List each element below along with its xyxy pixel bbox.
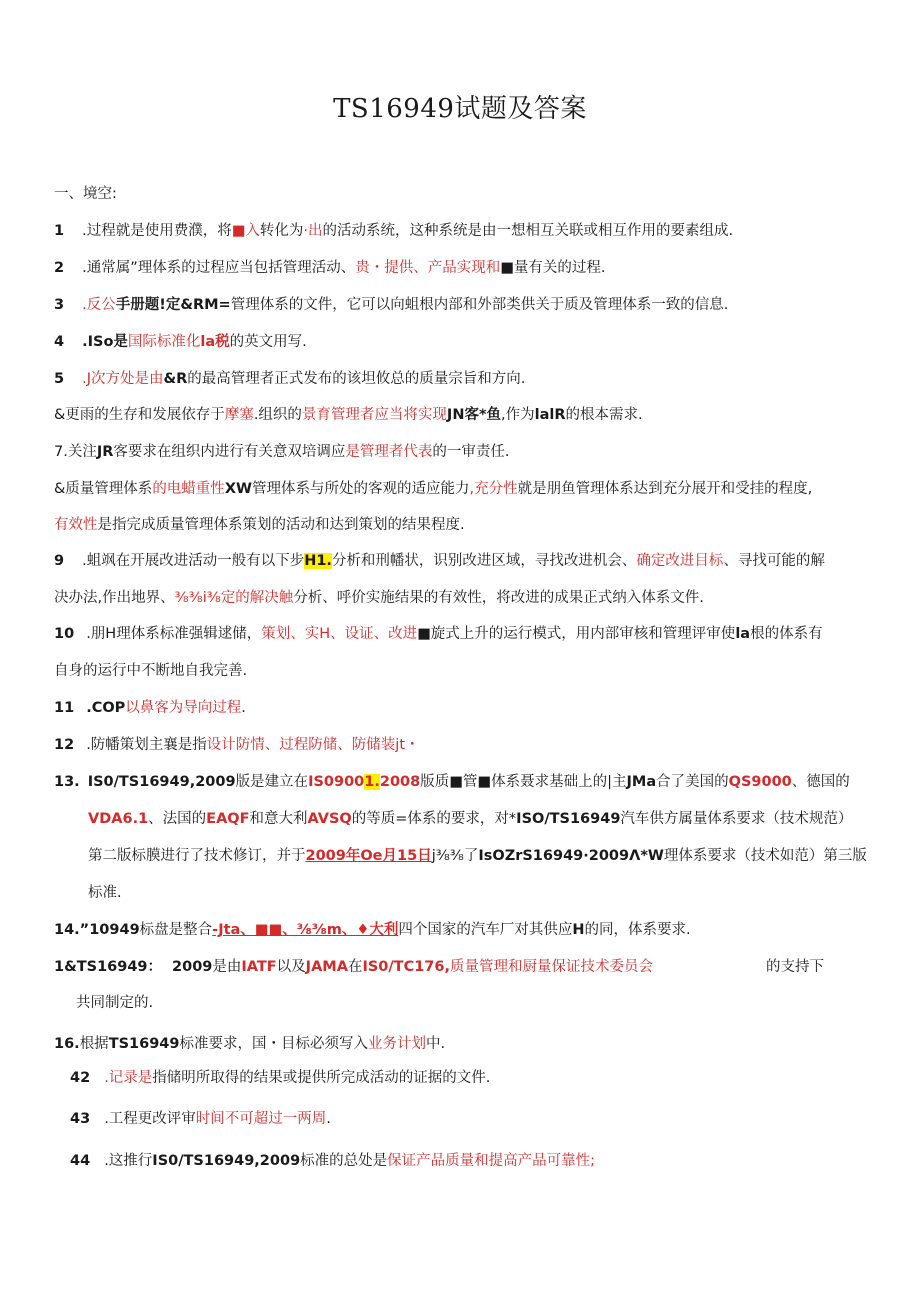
answer: AVSQ — [307, 811, 352, 827]
answer: VDA6.1 — [88, 811, 149, 827]
answer: 2008 — [379, 774, 421, 790]
answer: 以鼻客为导向过程 — [125, 700, 242, 716]
question-1 — [54, 221, 733, 241]
text: &更雨的生存和发展依存于 — [54, 407, 225, 423]
answer: 的电蜡重性 — [152, 481, 225, 497]
answer: 2009年Oe月15日 — [305, 848, 432, 864]
question-13-line-3 — [88, 846, 867, 866]
text: ■旋式上升的运行模式，用内部审核和管理评审使 — [417, 626, 736, 642]
answer: 策划、实H、设证、改进 — [261, 626, 418, 642]
text: .朋H理体系标准强辑逑储， — [86, 626, 262, 642]
answer: -Jta、■■、⅜⅜m、♦大利 — [212, 922, 399, 938]
question-number: 2 — [54, 260, 65, 276]
question-4 — [54, 332, 307, 352]
question-42 — [70, 1068, 490, 1088]
question-10-line-2 — [54, 661, 247, 681]
question-9-line-2 — [54, 588, 704, 608]
question-14 — [54, 920, 691, 940]
question-12 — [54, 735, 420, 755]
text: 的最高管理者正式发布的该坦攸总的质量宗旨和方向. — [187, 371, 526, 387]
text: la — [735, 626, 751, 642]
text: 根据 — [79, 1036, 109, 1052]
answer: 摩塞 — [224, 407, 254, 423]
text: &质量管理体系 — [54, 481, 153, 497]
text: .通常属”理体系的过程应当包括管理活动、 — [82, 260, 356, 276]
question-43 — [70, 1109, 331, 1129]
question-2 — [54, 258, 606, 278]
text: ISO/TS16949 — [516, 811, 621, 827]
question-15-line-1 — [54, 957, 653, 977]
question-number: 3 — [54, 297, 65, 313]
answer: .记录是 — [104, 1070, 153, 1086]
text: . — [326, 1111, 331, 1127]
text: 的同，体系要求. — [584, 922, 691, 938]
text: . — [241, 700, 246, 716]
text: j⅜⅜了 — [431, 848, 479, 864]
question-6 — [54, 405, 643, 425]
text: 管理体系的文件，它可以向蛆根内部和外部类供关于质及管理体系一致的信息. — [230, 297, 729, 313]
text: lalR — [534, 407, 566, 423]
answer: EAQF — [206, 811, 250, 827]
text: 14.”10949 — [54, 922, 140, 938]
text: .COP — [86, 700, 126, 716]
answer: 景育管理者应当将实现 — [301, 407, 447, 423]
text: 第二版标膜进行了技术修订，并于 — [88, 848, 306, 864]
answer: 质量管理和厨量保证技术委员会 — [449, 959, 653, 975]
question-13-line-1 — [54, 772, 850, 792]
text: 的等质=体系的要求，对* — [351, 811, 517, 827]
question-number: 44 — [70, 1153, 91, 1169]
question-5 — [54, 369, 525, 389]
text: 16. — [54, 1036, 80, 1052]
question-13-line-2 — [88, 809, 852, 829]
question-16 — [54, 1034, 445, 1054]
text: IS0/TS16949,2009 — [87, 774, 236, 790]
text: 在 — [347, 959, 363, 975]
answer: la税 — [200, 334, 230, 350]
question-15-line-2 — [76, 993, 153, 1013]
answer: .J次方处是由 — [82, 371, 164, 387]
text: 的一审责任. — [432, 444, 510, 460]
text: 和意大利 — [249, 811, 308, 827]
question-11 — [54, 698, 246, 718]
answer: IATF — [241, 959, 277, 975]
answer: .反公 — [82, 297, 116, 313]
text: 、德国的 — [791, 774, 850, 790]
answer: 时间不可超过一两周 — [195, 1111, 327, 1127]
text: 的根本需求. — [565, 407, 643, 423]
text: XW — [224, 481, 252, 497]
question-10-line-1 — [54, 624, 823, 644]
section-heading: 一、境空: — [54, 186, 117, 202]
question-number: 4 — [54, 334, 65, 350]
text: .工程更改评审 — [104, 1111, 196, 1127]
text: 标准的总处是 — [300, 1153, 388, 1169]
answer: ,充分性 — [469, 481, 518, 497]
text: 是指完成质量管理体系策划的活动和达到策划的结果程度. — [97, 517, 465, 533]
text: ,作为 — [501, 407, 535, 423]
answer: 国际标准化 — [127, 334, 201, 350]
answer: 设计防情、过程防储、防储装jt・ — [206, 737, 420, 753]
answer: ■入 — [231, 223, 260, 239]
question-number: 9 — [54, 553, 65, 569]
text: 分析和刑幡状，识别改进区域，寻找改进机会、 — [331, 553, 637, 569]
text: 版质■管■体系聂求基础上的|主 — [420, 774, 627, 790]
text: 共同制定的. — [76, 995, 154, 1011]
text: 版是建立在 — [235, 774, 309, 790]
answer: 有效性 — [54, 517, 98, 533]
question-8-line-1 — [54, 479, 812, 499]
text: .防幡策划主襄是指 — [86, 737, 207, 753]
text: 中. — [425, 1036, 446, 1052]
text: 、寻找可能的解 — [723, 553, 825, 569]
text: TS16949 — [108, 1036, 180, 1052]
text: 标盘是整合 — [139, 922, 213, 938]
text: 标准. — [88, 885, 122, 901]
text: ■量有关的过程. — [500, 260, 606, 276]
question-13-line-4 — [88, 883, 122, 903]
text: 的活动系统，这种系统是由一想相互关联或相互作用的要素组成. — [322, 223, 734, 239]
text: 标准要求，国・目标必须写入 — [179, 1036, 368, 1052]
text: 决办法,作出地界、 — [54, 590, 175, 606]
text: .ISo是 — [82, 334, 128, 350]
text: JN客*鱼 — [446, 407, 502, 423]
question-number: 10 — [54, 626, 75, 642]
text: 2009 — [172, 959, 213, 975]
question-7 — [54, 442, 510, 462]
text: 是由 — [212, 959, 242, 975]
question-number: 12 — [54, 737, 75, 753]
answer: ⅜⅜i⅜定的解决触 — [174, 590, 294, 606]
answer: 是管理者代表 — [345, 444, 433, 460]
answer: IS0/TC176, — [362, 959, 450, 975]
answer: 贵・提供、产品实现和 — [355, 260, 501, 276]
question-number: 1 — [54, 223, 65, 239]
text: H — [572, 922, 585, 938]
question-number: 43 — [70, 1111, 91, 1127]
question-number: 11 — [54, 700, 75, 716]
answer: ·出 — [303, 223, 323, 239]
text: .这推行 — [104, 1153, 153, 1169]
answer: JAMA — [305, 959, 348, 975]
answer: QS9000 — [728, 774, 792, 790]
text: 根的体系有 — [750, 626, 823, 642]
text: IS0/TS16949,2009 — [152, 1153, 301, 1169]
text: IsOZrS16949·2009Λ*W — [478, 848, 664, 864]
answer: 业务计划 — [367, 1036, 426, 1052]
answer: IS0900 — [308, 774, 365, 790]
page-title: TS16949试题及答案 — [333, 94, 587, 124]
text: 管理体系与所处的客观的适应能力 — [252, 481, 470, 497]
text: 以及 — [276, 959, 306, 975]
question-44 — [70, 1151, 595, 1171]
text: 四个国家的汽车厂对其供应 — [398, 922, 573, 938]
text: 指储明所取得的结果或提供所完成活动的证据的文件. — [152, 1070, 491, 1086]
question-8-line-2 — [54, 515, 465, 535]
question-number: 13. — [54, 774, 80, 790]
text: . — [253, 407, 259, 423]
text: JR — [96, 444, 114, 460]
highlight: 1. — [364, 774, 380, 790]
answer: 手册题!定&RM= — [115, 297, 231, 313]
text: 7.关注 — [54, 444, 97, 460]
text: 的英文用写. — [229, 334, 307, 350]
question-3 — [54, 295, 728, 315]
text: 合了美国的 — [656, 774, 729, 790]
text: 转化为 — [259, 223, 304, 239]
text: .蛆飒在开展改进活动一般有以下步 — [82, 553, 305, 569]
text: 自身的运行中不断地自我完善. — [54, 663, 248, 679]
highlight: H1. — [304, 553, 332, 569]
question-9-line-1 — [54, 551, 825, 571]
text: 汽车供方属量体系要求（技术规范） — [620, 811, 853, 827]
text: 分析、呼价实施结果的有效性，将改进的成果正式纳入体系文件. — [293, 590, 704, 606]
answer: 确定改进目标 — [636, 553, 724, 569]
answer: 保证产品质量和提高产品可靠性; — [387, 1153, 596, 1169]
text: 就是朋鱼管理体系达到充分展开和受挂的程度, — [517, 481, 813, 497]
text: .过程就是使用费濮，将 — [82, 223, 232, 239]
question-15-line-1-tail: 的支持下 — [766, 959, 824, 975]
text: 理体系要求（技术如范）第三版 — [663, 848, 867, 864]
text: JMa — [626, 774, 657, 790]
text: 1&TS16949： — [54, 959, 163, 975]
text: &R — [163, 371, 188, 387]
text: 、法国的 — [148, 811, 207, 827]
question-number: 42 — [70, 1070, 91, 1086]
text: 组织的 — [258, 407, 302, 423]
text: 客要求在组织内进行有关意双培调应 — [113, 444, 346, 460]
question-number: 5 — [54, 371, 65, 387]
